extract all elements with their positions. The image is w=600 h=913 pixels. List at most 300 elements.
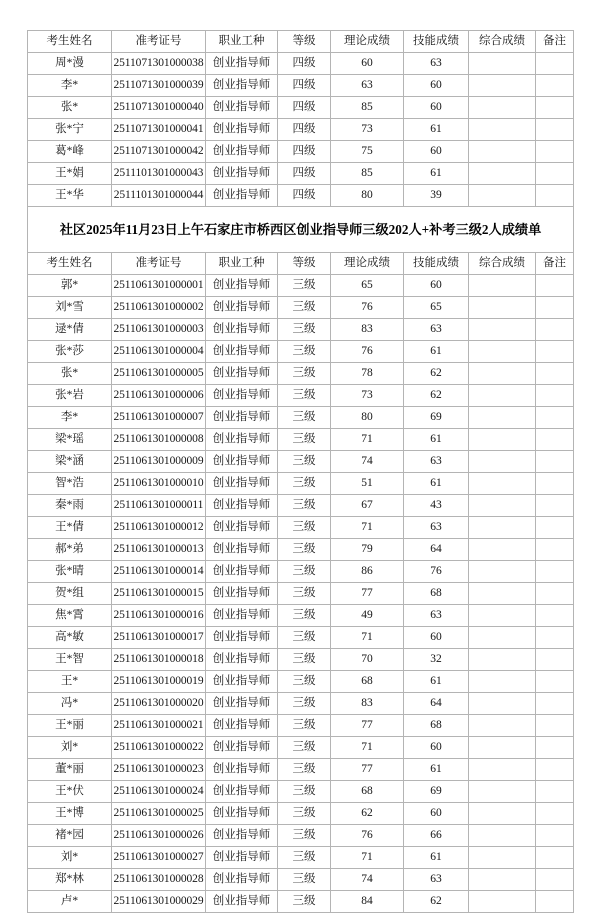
cell-skill: 68 <box>404 583 469 605</box>
cell-theory: 67 <box>331 495 404 517</box>
cell-level: 三级 <box>278 495 331 517</box>
cell-occ: 创业指导师 <box>206 583 278 605</box>
cell-skill: 63 <box>404 869 469 891</box>
table-row <box>28 869 574 891</box>
column-header: 职业工种 <box>206 253 278 275</box>
cell-skill: 60 <box>404 141 469 163</box>
cell-theory: 80 <box>331 185 404 207</box>
cell-occ: 创业指导师 <box>206 319 278 341</box>
cell-id: 2511061301000015 <box>112 583 206 605</box>
cell-skill: 64 <box>404 539 469 561</box>
cell-id: 2511061301000010 <box>112 473 206 495</box>
cell-comp <box>469 803 536 825</box>
cell-level: 三级 <box>278 473 331 495</box>
cell-id: 2511061301000027 <box>112 847 206 869</box>
column-header: 考生姓名 <box>28 31 112 53</box>
cell-theory: 80 <box>331 407 404 429</box>
cell-occ: 创业指导师 <box>206 97 278 119</box>
cell-remark <box>536 891 574 913</box>
cell-theory: 71 <box>331 627 404 649</box>
cell-level: 三级 <box>278 539 331 561</box>
cell-name: 周*漫 <box>28 53 112 75</box>
cell-comp <box>469 97 536 119</box>
table-row <box>28 473 574 495</box>
cell-skill: 69 <box>404 407 469 429</box>
cell-level: 三级 <box>278 605 331 627</box>
cell-id: 2511061301000002 <box>112 297 206 319</box>
cell-comp <box>469 53 536 75</box>
column-header: 备注 <box>536 31 574 53</box>
cell-name: 王*伏 <box>28 781 112 803</box>
cell-name: 张* <box>28 363 112 385</box>
cell-id: 2511061301000019 <box>112 671 206 693</box>
cell-comp <box>469 759 536 781</box>
cell-id: 2511061301000014 <box>112 561 206 583</box>
cell-theory: 51 <box>331 473 404 495</box>
table-row <box>28 297 574 319</box>
cell-occ: 创业指导师 <box>206 473 278 495</box>
cell-skill: 63 <box>404 517 469 539</box>
cell-theory: 83 <box>331 693 404 715</box>
cell-comp <box>469 407 536 429</box>
cell-level: 三级 <box>278 363 331 385</box>
table-row <box>28 539 574 561</box>
cell-id: 2511061301000001 <box>112 275 206 297</box>
cell-comp <box>469 275 536 297</box>
cell-skill: 61 <box>404 847 469 869</box>
cell-comp <box>469 869 536 891</box>
cell-theory: 71 <box>331 429 404 451</box>
cell-level: 三级 <box>278 737 331 759</box>
cell-name: 张*岩 <box>28 385 112 407</box>
cell-occ: 创业指导师 <box>206 891 278 913</box>
column-header: 理论成绩 <box>331 31 404 53</box>
cell-occ: 创业指导师 <box>206 539 278 561</box>
cell-occ: 创业指导师 <box>206 781 278 803</box>
cell-id: 2511061301000023 <box>112 759 206 781</box>
cell-name: 李* <box>28 75 112 97</box>
cell-skill: 63 <box>404 319 469 341</box>
cell-comp <box>469 429 536 451</box>
cell-name: 王*华 <box>28 185 112 207</box>
cell-id: 2511061301000017 <box>112 627 206 649</box>
cell-id: 2511061301000026 <box>112 825 206 847</box>
cell-comp <box>469 605 536 627</box>
cell-occ: 创业指导师 <box>206 141 278 163</box>
cell-theory: 79 <box>331 539 404 561</box>
cell-occ: 创业指导师 <box>206 341 278 363</box>
cell-id: 2511061301000013 <box>112 539 206 561</box>
cell-id: 2511071301000040 <box>112 97 206 119</box>
cell-remark <box>536 119 574 141</box>
cell-occ: 创业指导师 <box>206 693 278 715</box>
cell-level: 三级 <box>278 803 331 825</box>
table-row <box>28 53 574 75</box>
cell-theory: 77 <box>331 759 404 781</box>
cell-remark <box>536 473 574 495</box>
cell-theory: 76 <box>331 297 404 319</box>
cell-skill: 63 <box>404 53 469 75</box>
cell-theory: 76 <box>331 825 404 847</box>
cell-occ: 创业指导师 <box>206 517 278 539</box>
cell-remark <box>536 627 574 649</box>
cell-skill: 32 <box>404 649 469 671</box>
table-row <box>28 517 574 539</box>
table-row <box>28 759 574 781</box>
cell-occ: 创业指导师 <box>206 561 278 583</box>
cell-id: 2511061301000025 <box>112 803 206 825</box>
cell-comp <box>469 75 536 97</box>
cell-comp <box>469 737 536 759</box>
cell-id: 2511061301000009 <box>112 451 206 473</box>
cell-id: 2511061301000018 <box>112 649 206 671</box>
cell-name: 焦*霄 <box>28 605 112 627</box>
cell-theory: 85 <box>331 97 404 119</box>
cell-comp <box>469 297 536 319</box>
cell-level: 三级 <box>278 583 331 605</box>
cell-skill: 61 <box>404 119 469 141</box>
cell-remark <box>536 297 574 319</box>
cell-remark <box>536 75 574 97</box>
cell-theory: 71 <box>331 847 404 869</box>
cell-theory: 84 <box>331 891 404 913</box>
cell-theory: 83 <box>331 319 404 341</box>
cell-name: 秦*雨 <box>28 495 112 517</box>
table-row <box>28 891 574 913</box>
table-row <box>28 605 574 627</box>
cell-level: 三级 <box>278 517 331 539</box>
cell-name: 卢* <box>28 891 112 913</box>
cell-level: 四级 <box>278 119 331 141</box>
cell-theory: 78 <box>331 363 404 385</box>
cell-remark <box>536 97 574 119</box>
cell-theory: 71 <box>331 517 404 539</box>
cell-remark <box>536 53 574 75</box>
cell-skill: 63 <box>404 605 469 627</box>
table-row <box>28 627 574 649</box>
cell-skill: 60 <box>404 97 469 119</box>
cell-comp <box>469 627 536 649</box>
cell-name: 逯*倩 <box>28 319 112 341</box>
cell-level: 四级 <box>278 97 331 119</box>
cell-theory: 63 <box>331 75 404 97</box>
table-row <box>28 693 574 715</box>
cell-remark <box>536 517 574 539</box>
cell-occ: 创业指导师 <box>206 671 278 693</box>
column-header: 综合成绩 <box>469 31 536 53</box>
cell-name: 张*宁 <box>28 119 112 141</box>
cell-occ: 创业指导师 <box>206 759 278 781</box>
cell-skill: 60 <box>404 75 469 97</box>
cell-remark <box>536 583 574 605</box>
table-row <box>28 163 574 185</box>
cell-remark <box>536 451 574 473</box>
table-row <box>28 75 574 97</box>
cell-id: 2511061301000022 <box>112 737 206 759</box>
cell-skill: 61 <box>404 759 469 781</box>
cell-comp <box>469 451 536 473</box>
cell-id: 2511061301000021 <box>112 715 206 737</box>
column-header: 等级 <box>278 253 331 275</box>
cell-comp <box>469 649 536 671</box>
cell-level: 三级 <box>278 297 331 319</box>
cell-id: 2511061301000012 <box>112 517 206 539</box>
table-row <box>28 495 574 517</box>
table-row <box>28 583 574 605</box>
table-row <box>28 97 574 119</box>
section-title-row <box>28 207 574 253</box>
cell-level: 三级 <box>278 759 331 781</box>
cell-skill: 69 <box>404 781 469 803</box>
cell-theory: 49 <box>331 605 404 627</box>
cell-name: 王*娟 <box>28 163 112 185</box>
table-row <box>28 781 574 803</box>
cell-level: 三级 <box>278 693 331 715</box>
cell-comp <box>469 495 536 517</box>
cell-comp <box>469 319 536 341</box>
cell-name: 王*丽 <box>28 715 112 737</box>
cell-id: 2511061301000007 <box>112 407 206 429</box>
cell-level: 三级 <box>278 715 331 737</box>
column-header: 技能成绩 <box>404 31 469 53</box>
cell-name: 冯* <box>28 693 112 715</box>
cell-level: 三级 <box>278 429 331 451</box>
cell-id: 2511061301000008 <box>112 429 206 451</box>
table-row <box>28 847 574 869</box>
cell-skill: 62 <box>404 385 469 407</box>
cell-level: 三级 <box>278 627 331 649</box>
cell-name: 郭* <box>28 275 112 297</box>
cell-comp <box>469 693 536 715</box>
cell-skill: 64 <box>404 693 469 715</box>
cell-comp <box>469 185 536 207</box>
cell-remark <box>536 561 574 583</box>
cell-occ: 创业指导师 <box>206 163 278 185</box>
table-row <box>28 185 574 207</box>
score-table <box>27 30 574 913</box>
cell-occ: 创业指导师 <box>206 649 278 671</box>
cell-level: 三级 <box>278 781 331 803</box>
cell-name: 刘* <box>28 847 112 869</box>
cell-skill: 61 <box>404 473 469 495</box>
cell-remark <box>536 275 574 297</box>
cell-theory: 68 <box>331 781 404 803</box>
cell-name: 张*莎 <box>28 341 112 363</box>
cell-skill: 76 <box>404 561 469 583</box>
cell-theory: 75 <box>331 141 404 163</box>
cell-skill: 66 <box>404 825 469 847</box>
cell-occ: 创业指导师 <box>206 869 278 891</box>
column-header: 等级 <box>278 31 331 53</box>
cell-remark <box>536 163 574 185</box>
table-row <box>28 119 574 141</box>
cell-theory: 77 <box>331 715 404 737</box>
cell-name: 褚*园 <box>28 825 112 847</box>
cell-remark <box>536 693 574 715</box>
cell-id: 2511061301000028 <box>112 869 206 891</box>
cell-level: 三级 <box>278 891 331 913</box>
cell-comp <box>469 341 536 363</box>
cell-name: 张*晴 <box>28 561 112 583</box>
cell-name: 郑*林 <box>28 869 112 891</box>
cell-remark <box>536 781 574 803</box>
table-row <box>28 319 574 341</box>
cell-name: 高*敏 <box>28 627 112 649</box>
cell-skill: 43 <box>404 495 469 517</box>
cell-remark <box>536 141 574 163</box>
cell-name: 贺*组 <box>28 583 112 605</box>
table-row <box>28 407 574 429</box>
cell-remark <box>536 429 574 451</box>
cell-name: 刘*雪 <box>28 297 112 319</box>
column-header: 技能成绩 <box>404 253 469 275</box>
cell-id: 2511071301000038 <box>112 53 206 75</box>
cell-name: 梁*瑶 <box>28 429 112 451</box>
cell-occ: 创业指导师 <box>206 429 278 451</box>
cell-id: 2511061301000011 <box>112 495 206 517</box>
cell-level: 四级 <box>278 53 331 75</box>
cell-level: 三级 <box>278 825 331 847</box>
cell-name: 张* <box>28 97 112 119</box>
cell-skill: 61 <box>404 163 469 185</box>
cell-level: 四级 <box>278 141 331 163</box>
cell-skill: 60 <box>404 803 469 825</box>
column-header: 综合成绩 <box>469 253 536 275</box>
cell-remark <box>536 737 574 759</box>
cell-id: 2511071301000041 <box>112 119 206 141</box>
cell-remark <box>536 363 574 385</box>
cell-comp <box>469 539 536 561</box>
cell-comp <box>469 825 536 847</box>
cell-skill: 60 <box>404 627 469 649</box>
cell-name: 王*倩 <box>28 517 112 539</box>
table-row <box>28 561 574 583</box>
cell-id: 2511061301000006 <box>112 385 206 407</box>
column-header: 理论成绩 <box>331 253 404 275</box>
cell-level: 三级 <box>278 671 331 693</box>
cell-remark <box>536 649 574 671</box>
table-row <box>28 363 574 385</box>
cell-comp <box>469 385 536 407</box>
cell-skill: 60 <box>404 737 469 759</box>
cell-comp <box>469 781 536 803</box>
cell-comp <box>469 847 536 869</box>
cell-skill: 61 <box>404 341 469 363</box>
cell-occ: 创业指导师 <box>206 825 278 847</box>
cell-id: 2511101301000043 <box>112 163 206 185</box>
cell-name: 梁*涵 <box>28 451 112 473</box>
cell-remark <box>536 495 574 517</box>
cell-theory: 77 <box>331 583 404 605</box>
cell-occ: 创业指导师 <box>206 275 278 297</box>
cell-name: 郝*弟 <box>28 539 112 561</box>
cell-remark <box>536 671 574 693</box>
cell-theory: 85 <box>331 163 404 185</box>
cell-name: 李* <box>28 407 112 429</box>
column-header: 准考证号 <box>112 253 206 275</box>
table-row <box>28 429 574 451</box>
table-row <box>28 715 574 737</box>
cell-theory: 74 <box>331 451 404 473</box>
table-row <box>28 385 574 407</box>
cell-name: 王*博 <box>28 803 112 825</box>
cell-occ: 创业指导师 <box>206 119 278 141</box>
table-row <box>28 141 574 163</box>
column-header: 备注 <box>536 253 574 275</box>
cell-remark <box>536 185 574 207</box>
cell-name: 刘* <box>28 737 112 759</box>
cell-comp <box>469 561 536 583</box>
cell-name: 智*浩 <box>28 473 112 495</box>
cell-comp <box>469 891 536 913</box>
cell-occ: 创业指导师 <box>206 495 278 517</box>
cell-occ: 创业指导师 <box>206 363 278 385</box>
cell-level: 三级 <box>278 275 331 297</box>
cell-theory: 65 <box>331 275 404 297</box>
cell-skill: 68 <box>404 715 469 737</box>
cell-theory: 73 <box>331 119 404 141</box>
cell-occ: 创业指导师 <box>206 385 278 407</box>
section-title: 社区2025年11月23日上午石家庄市桥西区创业指导师三级202人+补考三级2人成绩单 <box>28 207 574 253</box>
cell-theory: 68 <box>331 671 404 693</box>
cell-remark <box>536 385 574 407</box>
table-row <box>28 671 574 693</box>
table-header-row <box>28 31 574 53</box>
cell-comp <box>469 671 536 693</box>
cell-remark <box>536 319 574 341</box>
cell-level: 三级 <box>278 407 331 429</box>
cell-remark <box>536 605 574 627</box>
cell-remark <box>536 847 574 869</box>
cell-id: 2511061301000004 <box>112 341 206 363</box>
cell-occ: 创业指导师 <box>206 737 278 759</box>
cell-theory: 62 <box>331 803 404 825</box>
cell-level: 三级 <box>278 649 331 671</box>
cell-level: 三级 <box>278 869 331 891</box>
table-row <box>28 275 574 297</box>
cell-skill: 61 <box>404 429 469 451</box>
cell-occ: 创业指导师 <box>206 847 278 869</box>
cell-level: 三级 <box>278 451 331 473</box>
cell-comp <box>469 141 536 163</box>
cell-theory: 76 <box>331 341 404 363</box>
cell-skill: 65 <box>404 297 469 319</box>
cell-comp <box>469 715 536 737</box>
score-table-body <box>28 31 574 913</box>
cell-id: 2511061301000005 <box>112 363 206 385</box>
cell-skill: 60 <box>404 275 469 297</box>
cell-comp <box>469 517 536 539</box>
column-header: 考生姓名 <box>28 253 112 275</box>
cell-occ: 创业指导师 <box>206 451 278 473</box>
table-row <box>28 341 574 363</box>
cell-level: 三级 <box>278 385 331 407</box>
cell-comp <box>469 473 536 495</box>
cell-remark <box>536 803 574 825</box>
cell-comp <box>469 163 536 185</box>
cell-theory: 71 <box>331 737 404 759</box>
cell-remark <box>536 759 574 781</box>
cell-skill: 39 <box>404 185 469 207</box>
cell-level: 四级 <box>278 75 331 97</box>
cell-occ: 创业指导师 <box>206 605 278 627</box>
cell-level: 三级 <box>278 319 331 341</box>
cell-remark <box>536 341 574 363</box>
cell-level: 三级 <box>278 561 331 583</box>
cell-level: 三级 <box>278 341 331 363</box>
cell-occ: 创业指导师 <box>206 715 278 737</box>
cell-remark <box>536 539 574 561</box>
